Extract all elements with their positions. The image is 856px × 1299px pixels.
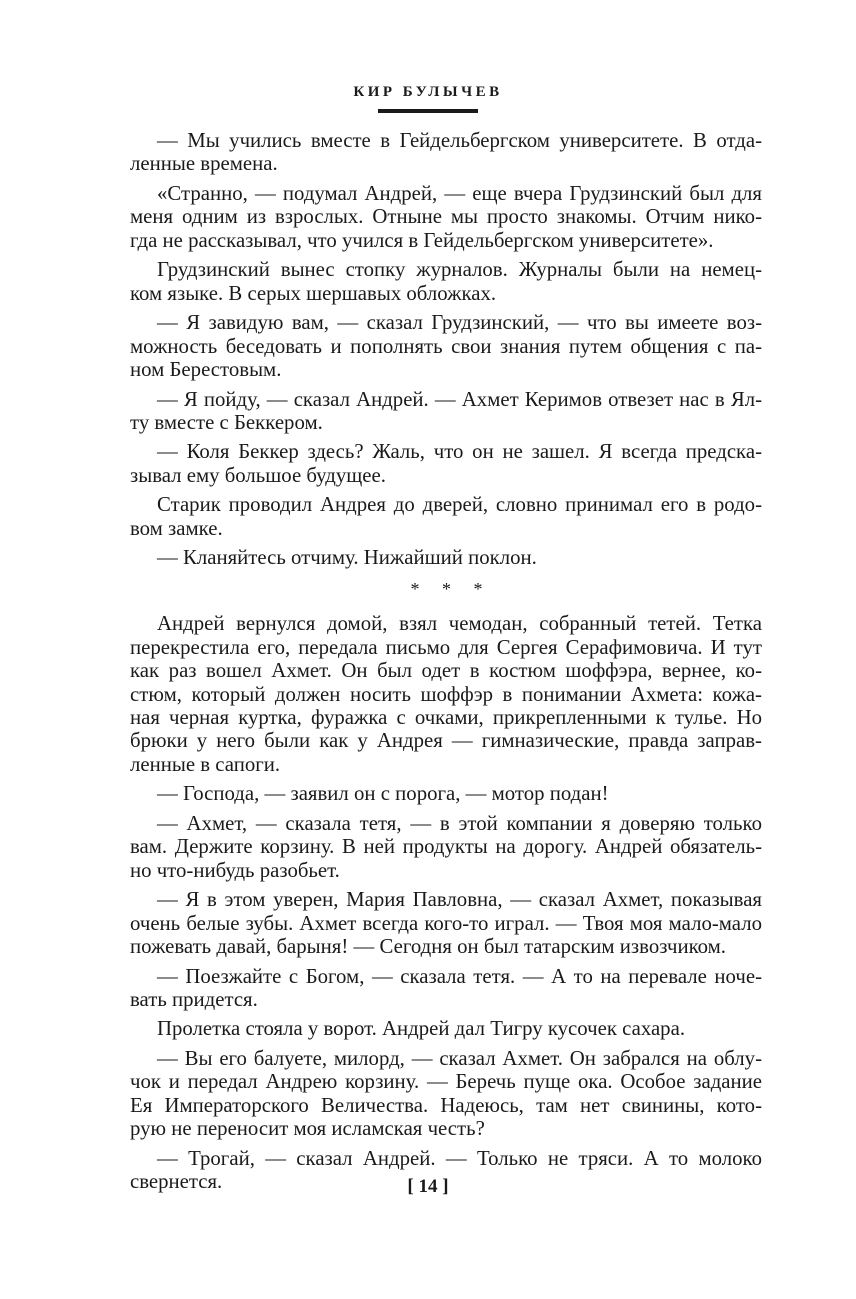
paragraph: [130, 258, 762, 305]
body-text: [130, 129, 762, 1194]
paragraph: [130, 965, 762, 1012]
paragraph: [130, 782, 762, 805]
text-line: очень белые зубы. Ахмет всегда кого-то играл. — Твоя моя мало-мало: [130, 911, 762, 935]
text-line: брюки у него были как у Андрея — гимназические, правда заправ-: [130, 729, 762, 753]
text-line: но что-нибудь разобьет.: [130, 858, 340, 882]
text-section-top: [130, 129, 762, 570]
text-line: ленные в сапоги.: [130, 752, 281, 776]
paragraph: [130, 129, 762, 176]
text-line: ная черная куртка, фуражка с очками, прикрепленными к тулье. Но: [130, 705, 762, 729]
text-line: рую не переносит моя исламская честь?: [130, 1117, 485, 1141]
text-line: зывал ему большое будущее.: [130, 463, 386, 487]
text-line: чок и передал Андрею корзину. — Беречь пуще ока. Особое задание: [130, 1070, 762, 1094]
text-line: вам. Держите корзину. В ней продукты на дорогу. Андрей обязатель-: [130, 835, 762, 859]
running-header: КИР БУЛЫЧЕВ: [353, 84, 503, 100]
text-line: можность беседовать и пополнять свои знания путем общения с па-: [130, 334, 762, 358]
text-line: — Я в этом уверен, Мария Павловна, — сказал Ахмет, показывая: [157, 888, 762, 912]
paragraph: [130, 546, 762, 569]
text-line: Пролетка стояла у ворот. Андрей дал Тигру кусочек сахара.: [157, 1017, 686, 1041]
header-rule: [378, 109, 478, 113]
text-line: — Трогай, — сказал Андрей. — Только не тряси. А то молоко: [157, 1146, 762, 1170]
section-separator: * * *: [410, 578, 492, 599]
text-line: — Коля Беккер здесь? Жаль, что он не зашел. Я всегда предска-: [157, 440, 762, 464]
text-line: вать придется.: [130, 987, 258, 1011]
text-line: Андрей вернулся домой, взял чемодан, собранный тетей. Тетка: [157, 612, 762, 636]
text-line: «Странно, — подумал Андрей, — еще вчера Грудзинский был для: [157, 181, 762, 205]
paragraph: [130, 388, 762, 435]
text-line: Ея Императорского Величества. Надеюсь, там нет свинины, кото-: [130, 1093, 762, 1117]
text-line: как раз вошел Ахмет. Он был одет в костюм шоффэра, вернее, ко-: [130, 659, 762, 683]
text-line: стюм, который должен носить шоффэр в понимании Ахмета: кожа-: [130, 682, 762, 706]
paragraph: [130, 1017, 762, 1040]
text-line: — Мы учились вместе в Гейдельбергском университете. В отда-: [157, 129, 762, 152]
paragraph: [130, 440, 762, 487]
paragraph: [130, 311, 762, 381]
text-section-bottom: [130, 612, 762, 1193]
text-line: — Я завидую вам, — сказал Грудзинский, — что вы имеете воз-: [157, 311, 762, 335]
paragraph: [130, 493, 762, 540]
text-line: — Ахмет, — сказала тетя, — в этой компании я доверяю только: [157, 811, 762, 835]
text-line: меня одним из взрослых. Отныне мы просто знакомы. Отчим нико-: [130, 205, 762, 229]
text-line: Старик проводил Андрея до дверей, словно принимал его в родо-: [157, 493, 762, 517]
text-line: — Вы его балуете, милорд, — сказал Ахмет. Он забрался на облу-: [157, 1046, 762, 1070]
text-line: пожевать давай, барыня! — Сегодня он был татарским извозчиком.: [130, 935, 727, 959]
paragraph: [130, 888, 762, 958]
text-line: ленные времена.: [130, 152, 278, 176]
text-line: — Господа, — заявил он с порога, — мотор подан!: [157, 782, 609, 806]
paragraph: [130, 612, 762, 776]
paragraph: [130, 182, 762, 252]
text-line: ту вместе с Беккером.: [130, 410, 323, 434]
page-number: [ 14 ]: [407, 1176, 449, 1197]
text-line: перекрестила его, передала письмо для Сергея Серафимовича. И тут: [130, 635, 762, 659]
text-line: гда не рассказывал, что учился в Гейдельбергском университете».: [130, 228, 714, 252]
text-line: ном Берестовым.: [130, 358, 282, 382]
text-line: ком языке. В серых шершавых обложках.: [130, 281, 497, 305]
text-line: свернется.: [130, 1170, 223, 1194]
paragraph: [130, 1047, 762, 1141]
text-line: — Я пойду, — сказал Андрей. — Ахмет Керимов отвезет нас в Ял-: [157, 387, 762, 411]
paragraph: [130, 812, 762, 882]
text-line: — Поезжайте с Богом, — сказала тетя. — А то на перевале ноче-: [157, 964, 762, 988]
text-line: — Кланяйтесь отчиму. Нижайший поклон.: [157, 546, 537, 570]
text-line: вом замке.: [130, 516, 223, 540]
text-line: Грудзинский вынес стопку журналов. Журналы были на немец-: [157, 258, 762, 282]
